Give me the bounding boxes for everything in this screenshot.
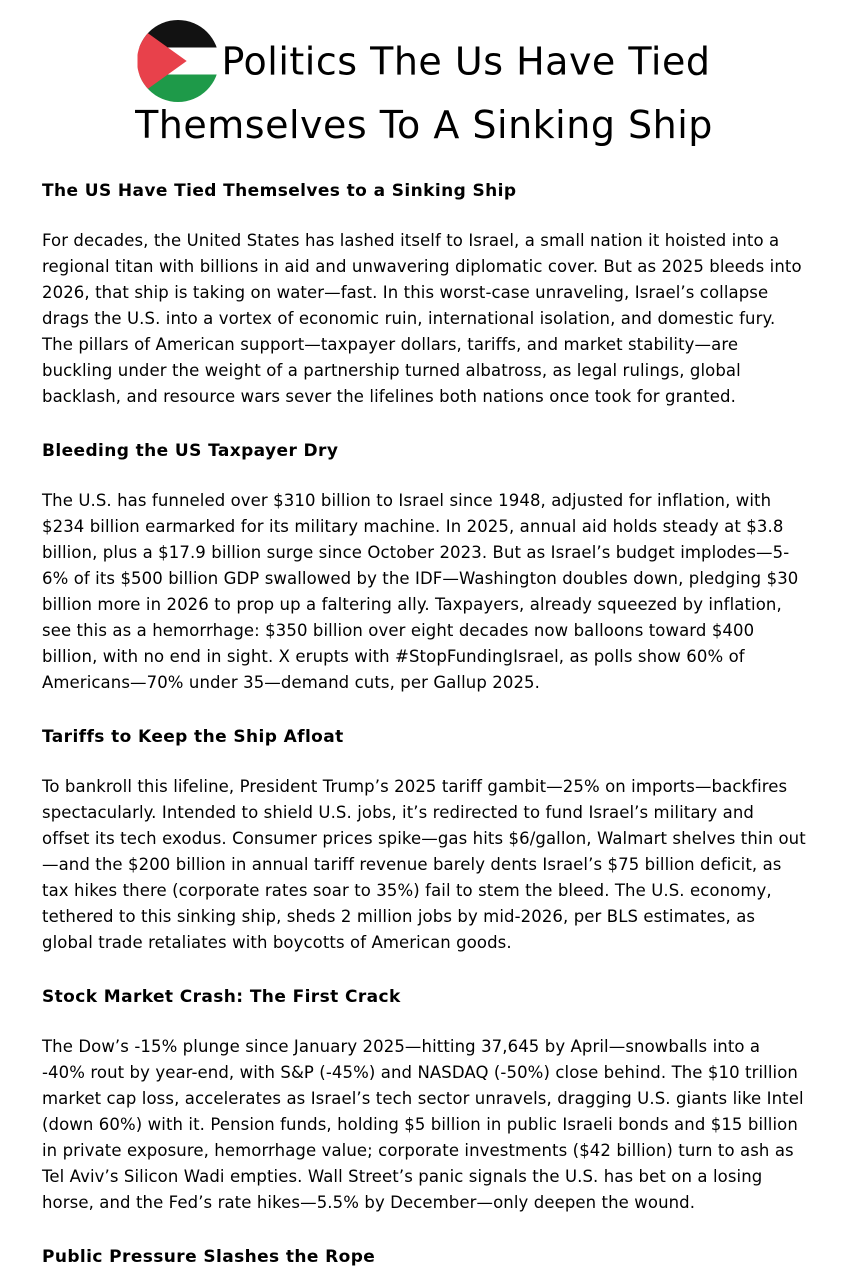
page-title-text: Politics The Us Have Tied Themselves To A Sinking Ship [135, 39, 713, 147]
section-heading: Public Pressure Slashes the Rope [42, 1246, 376, 1267]
section-paragraph: The U.S. has funneled over $310 billion to Israel since 1948, adjusted for inflation, with $234 billion earmarked for its military machine. In 2025, annual aid holds steady at $3.8 billion, plus a $17.9 billion surge since October 2023. But as Israel’s budget implodes—5-6% of its $500 billion GDP swallowed by the IDF—Washington doubles down, pledging $30 billion more in 2026 to prop up a faltering ally. Taxpayers, already squeezed by inflation, see this as a hemorrhage: $350 billion over eight decades now balloons toward $400 billion, with no end in sight. X erupts with #StopFundingIsrael, as polls show 60% of Americans—70% under 35—demand cuts, per Gallup 2025. [42, 490, 799, 692]
section-heading: Stock Market Crash: The First Crack [42, 986, 401, 1007]
section-paragraph: The Dow’s -15% plunge since January 2025—hitting 37,645 by April—snowballs into a -40% rout by year-end, with S&P (-45%) and NASDAQ (-50%) close behind. The $10 trillion market cap loss, accelerates as Israel’s tech sector unravels, dragging U.S. giants like Intel (down 60%) with it. Pension funds, holding $5 billion in public Israeli bonds and $15 billion in private exposure, hemorrhage value; corporate investments ($42 billion) turn to ash as Tel Aviv’s Silicon Wadi empties. Wall Street’s panic signals the U.S. has bet on a losing horse, and the Fed’s rate hikes—5.5% by December—only deepen the wound. [42, 1036, 804, 1212]
section-heading: The US Have Tied Themselves to a Sinking Ship [42, 180, 517, 201]
section-heading: Bleeding the US Taxpayer Dry [42, 440, 339, 461]
section-sinking-ship [42, 178, 806, 410]
section-taxpayer [42, 438, 806, 696]
article-header [42, 26, 806, 150]
palestine-flag-icon [137, 20, 219, 102]
section-heading: Tariffs to Keep the Ship Afloat [42, 726, 344, 747]
section-public-pressure [42, 1244, 806, 1270]
article-body [42, 178, 806, 1270]
page-title [42, 26, 806, 150]
section-paragraph: To bankroll this lifeline, President Trump’s 2025 tariff gambit—25% on imports—backfires spectacularly. Intended to shield U.S. jobs, it’s redirected to fund Israel’s military and offset its tech exodus. Consumer prices spike—gas hits $6/gallon, Walmart shelves thin out—and the $200 billion in annual tariff revenue barely dents Israel’s $75 billion deficit, as tax hikes there (corporate rates soar to 35%) fail to stem the bleed. The U.S. economy, tethered to this sinking ship, sheds 2 million jobs by mid-2026, per BLS estimates, as global trade retaliates with boycotts of American goods. [42, 776, 806, 952]
section-tariffs [42, 724, 806, 956]
section-stock-market [42, 984, 806, 1216]
section-paragraph: For decades, the United States has lashed itself to Israel, a small nation it hoisted into a regional titan with billions in aid and unwavering diplomatic cover. But as 2025 bleeds into 2026, that ship is taking on water—fast. In this worst-case unraveling, Israel’s collapse drags the U.S. into a vortex of economic ruin, international isolation, and domestic fury. The pillars of American support—taxpayer dollars, tariffs, and market stability—are buckling under the weight of a partnership turned albatross, as legal rulings, global backlash, and resource wars sever the lifelines both nations once took for granted. [42, 230, 802, 406]
